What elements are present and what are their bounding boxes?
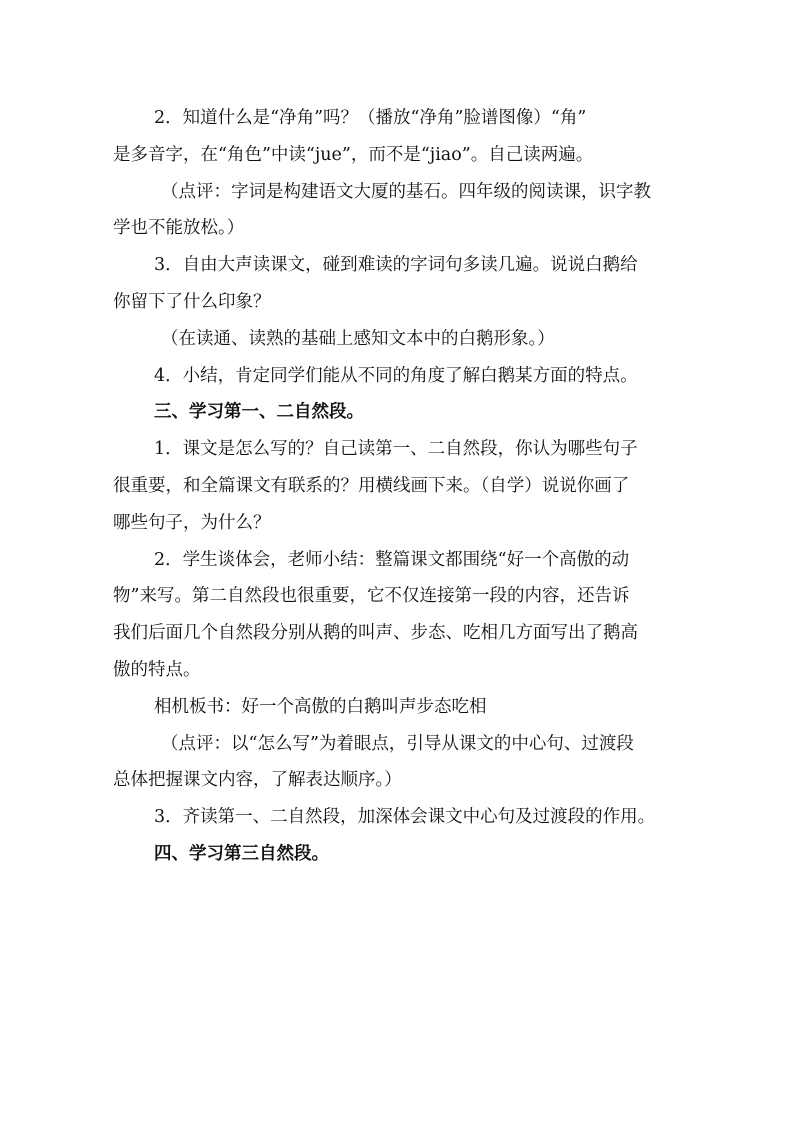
- paragraph-line: 1．课文是怎么写的？自己读第一、二自然段，你认为哪些句子: [154, 439, 638, 460]
- document-body: [113, 100, 683, 873]
- paragraph-line: 傲的特点。: [113, 659, 201, 680]
- comment-line: （点评：字词是构建语文大厦的基石。四年级的阅读课，识字教: [161, 181, 651, 202]
- section-heading: 三、学习第一、二自然段。: [154, 402, 364, 423]
- paragraph-line: 4．小结，肯定同学们能从不同的角度了解白鹅某方面的特点。: [154, 365, 638, 386]
- paragraph-line: 物”来写。第二自然段也很重要，它不仅连接第一段的内容，还告诉: [113, 586, 630, 607]
- paragraph-line: 3．自由大声读课文，碰到难读的字词句多读几遍。说说白鹅给: [154, 255, 638, 276]
- paragraph-line: 很重要，和全篇课文有联系的？用横线画下来。（自学）说说你画了: [113, 475, 630, 496]
- comment-line: （在读通、读熟的基础上感知文本中的白鹅形象。）: [161, 328, 555, 349]
- comment-line: （点评：以“怎么写”为着眼点，引导从课文的中心句、过渡段: [161, 733, 634, 754]
- paragraph-line: 2．知道什么是“净角”吗？（播放“净角”脸谱图像）“角”: [154, 108, 587, 128]
- paragraph-line: 3．齐读第一、二自然段，加深体会课文中心句及过渡段的作用。: [154, 807, 656, 828]
- comment-line: 学也不能放松。）: [113, 218, 245, 239]
- board-note-line: 相机板书：好一个高傲的白鹅叫声步态吃相: [154, 696, 487, 717]
- paragraph-line: 我们后面几个自然段分别从鹅的叫声、步态、吃相几方面写出了鹅高: [113, 623, 638, 644]
- paragraph-line: 你留下了什么印象？: [113, 291, 271, 312]
- paragraph-line: 是多音字，在“角色”中读“jue”，而不是“jiao”。自己读两遍。: [113, 144, 594, 165]
- comment-line: 总体把握课文内容，了解表达顺序。）: [113, 770, 402, 791]
- paragraph-line: 哪些句子，为什么？: [113, 512, 271, 533]
- paragraph-line: 2．学生谈体会，老师小结：整篇课文都围绕“好一个高傲的动: [154, 549, 630, 570]
- section-heading: 四、学习第三自然段。: [154, 843, 329, 864]
